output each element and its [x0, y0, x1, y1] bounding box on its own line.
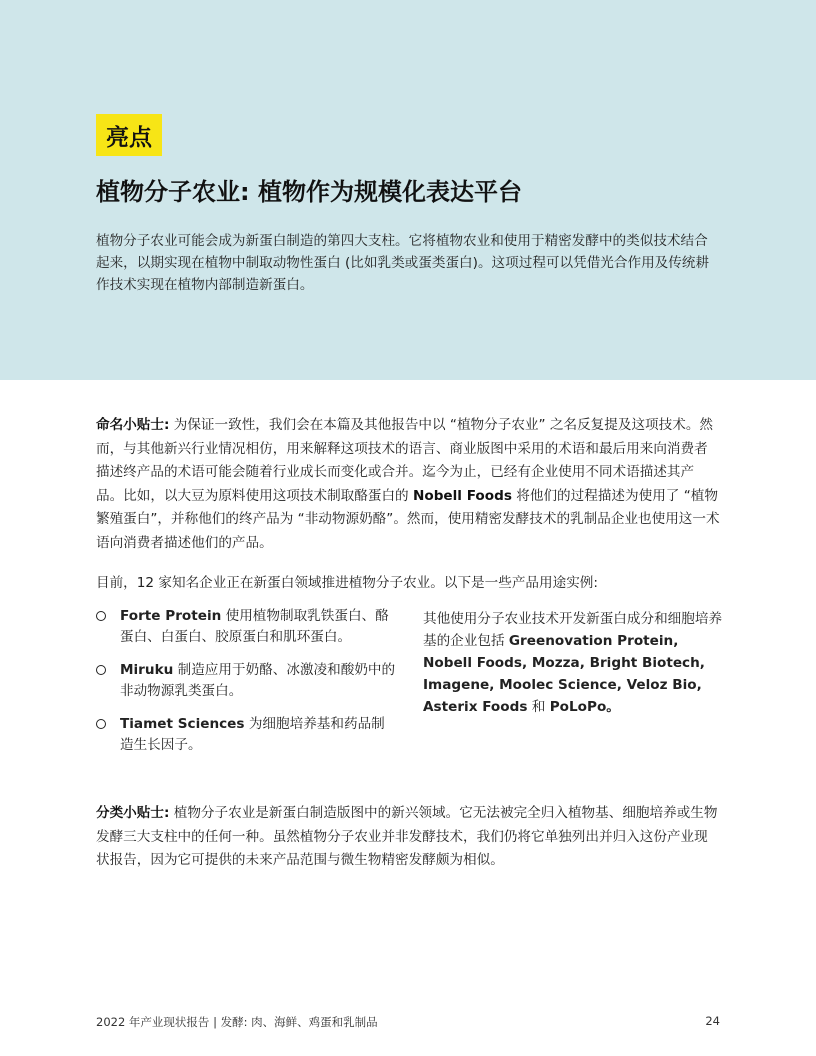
naming-tip-paragraph — [96, 414, 721, 555]
highlight-banner — [0, 0, 816, 380]
naming-tip-text-1: 为保证一致性，我们会在本篇及其他报告中以 “植物分子农业” 之名反复提及这项技术。然而，与其他新兴行业情况相仿，用来解释这项技术的语言、商业版图中采用的术语和最后用来向消费者描述终产品的术语可能会随着行业成长而变化或合并。迄今为止，已经有企业使用不同术语描述其产品。比如，以大豆为原料使用这项技术制取酪蛋白的 — [96, 417, 714, 504]
page-number: 24 — [705, 1014, 720, 1028]
list-item — [96, 660, 396, 702]
category-tip-paragraph — [96, 802, 721, 873]
example-text: 使用植物制取乳铁蛋白、酪蛋白、白蛋白、胶原蛋白和肌环蛋白。 — [120, 608, 389, 645]
other-companies-names: Greenovation Protein, Nobell Foods, Mozza, Bright Biotech, Imagene, Moolec Science, Veloz Bio, Asterix Foods — [423, 633, 705, 715]
example-company: Miruku — [120, 662, 174, 678]
bullet-circle-icon — [96, 665, 106, 675]
page-footer — [96, 1014, 720, 1030]
bullet-circle-icon — [96, 719, 106, 729]
intro-paragraph: 植物分子农业可能会成为新蛋白制造的第四大支柱。它将植物农业和使用于精密发酵中的类似技术结合起来，以期实现在植物中制取动物性蛋白 (比如乳类或蛋类蛋白)。这项过程可以凭借光合作用及传统耕作技术实现在植物内部制造新蛋白。 — [96, 233, 710, 293]
example-company: Tiamet Sciences — [120, 716, 245, 732]
example-text: 为细胞培养基和药品制造生长因子。 — [120, 716, 385, 753]
example-text: 制造应用于奶酪、冰激凌和酸奶中的非动物源乳类蛋白。 — [120, 662, 396, 699]
other-companies-paragraph — [423, 608, 723, 718]
section-title: 植物分子农业: 植物作为规模化表达平台 — [96, 178, 522, 206]
list-item — [96, 606, 396, 648]
naming-tip-label: 命名小贴士: — [96, 417, 170, 433]
other-companies-last: PoLoPo。 — [549, 699, 620, 715]
other-companies-joiner: 和 — [527, 699, 550, 715]
examples-list — [96, 606, 396, 768]
category-tip-label: 分类小贴士: — [96, 805, 170, 821]
footer-report-title: 2022 年产业现状报告 | 发酵: 肉、海鲜、鸡蛋和乳制品 — [96, 1015, 378, 1029]
category-tip-text: 植物分子农业是新蛋白制造版图中的新兴领域。它无法被完全归入植物基、细胞培养或生物发酵三大支柱中的任何一种。虽然植物分子农业并非发酵技术，我们仍将它单独列出并归入这份产业现状报告，因为它可提供的未来产品范围与微生物精密发酵颇为相似。 — [96, 805, 718, 868]
naming-tip-text-2: 将他们的过程描述为使用了 “植物繁殖蛋白”，并称他们的终产品为 “非动物源奶酪”。然而，使用精密发酵技术的乳制品企业也使用这一术语向消费者描述他们的产品。 — [96, 487, 720, 551]
example-company: Forte Protein — [120, 608, 222, 624]
highlight-tag: 亮点 — [96, 114, 162, 156]
examples-lead: 目前，12 家知名企业正在新蛋白领域推进植物分子农业。以下是一些产品用途实例: — [96, 575, 598, 591]
other-companies-prefix: 其他使用分子农业技术开发新蛋白成分和细胞培养基的企业包括 — [423, 611, 723, 649]
naming-tip-company: Nobell Foods — [412, 487, 512, 504]
list-item — [96, 714, 396, 756]
bullet-circle-icon — [96, 611, 106, 621]
